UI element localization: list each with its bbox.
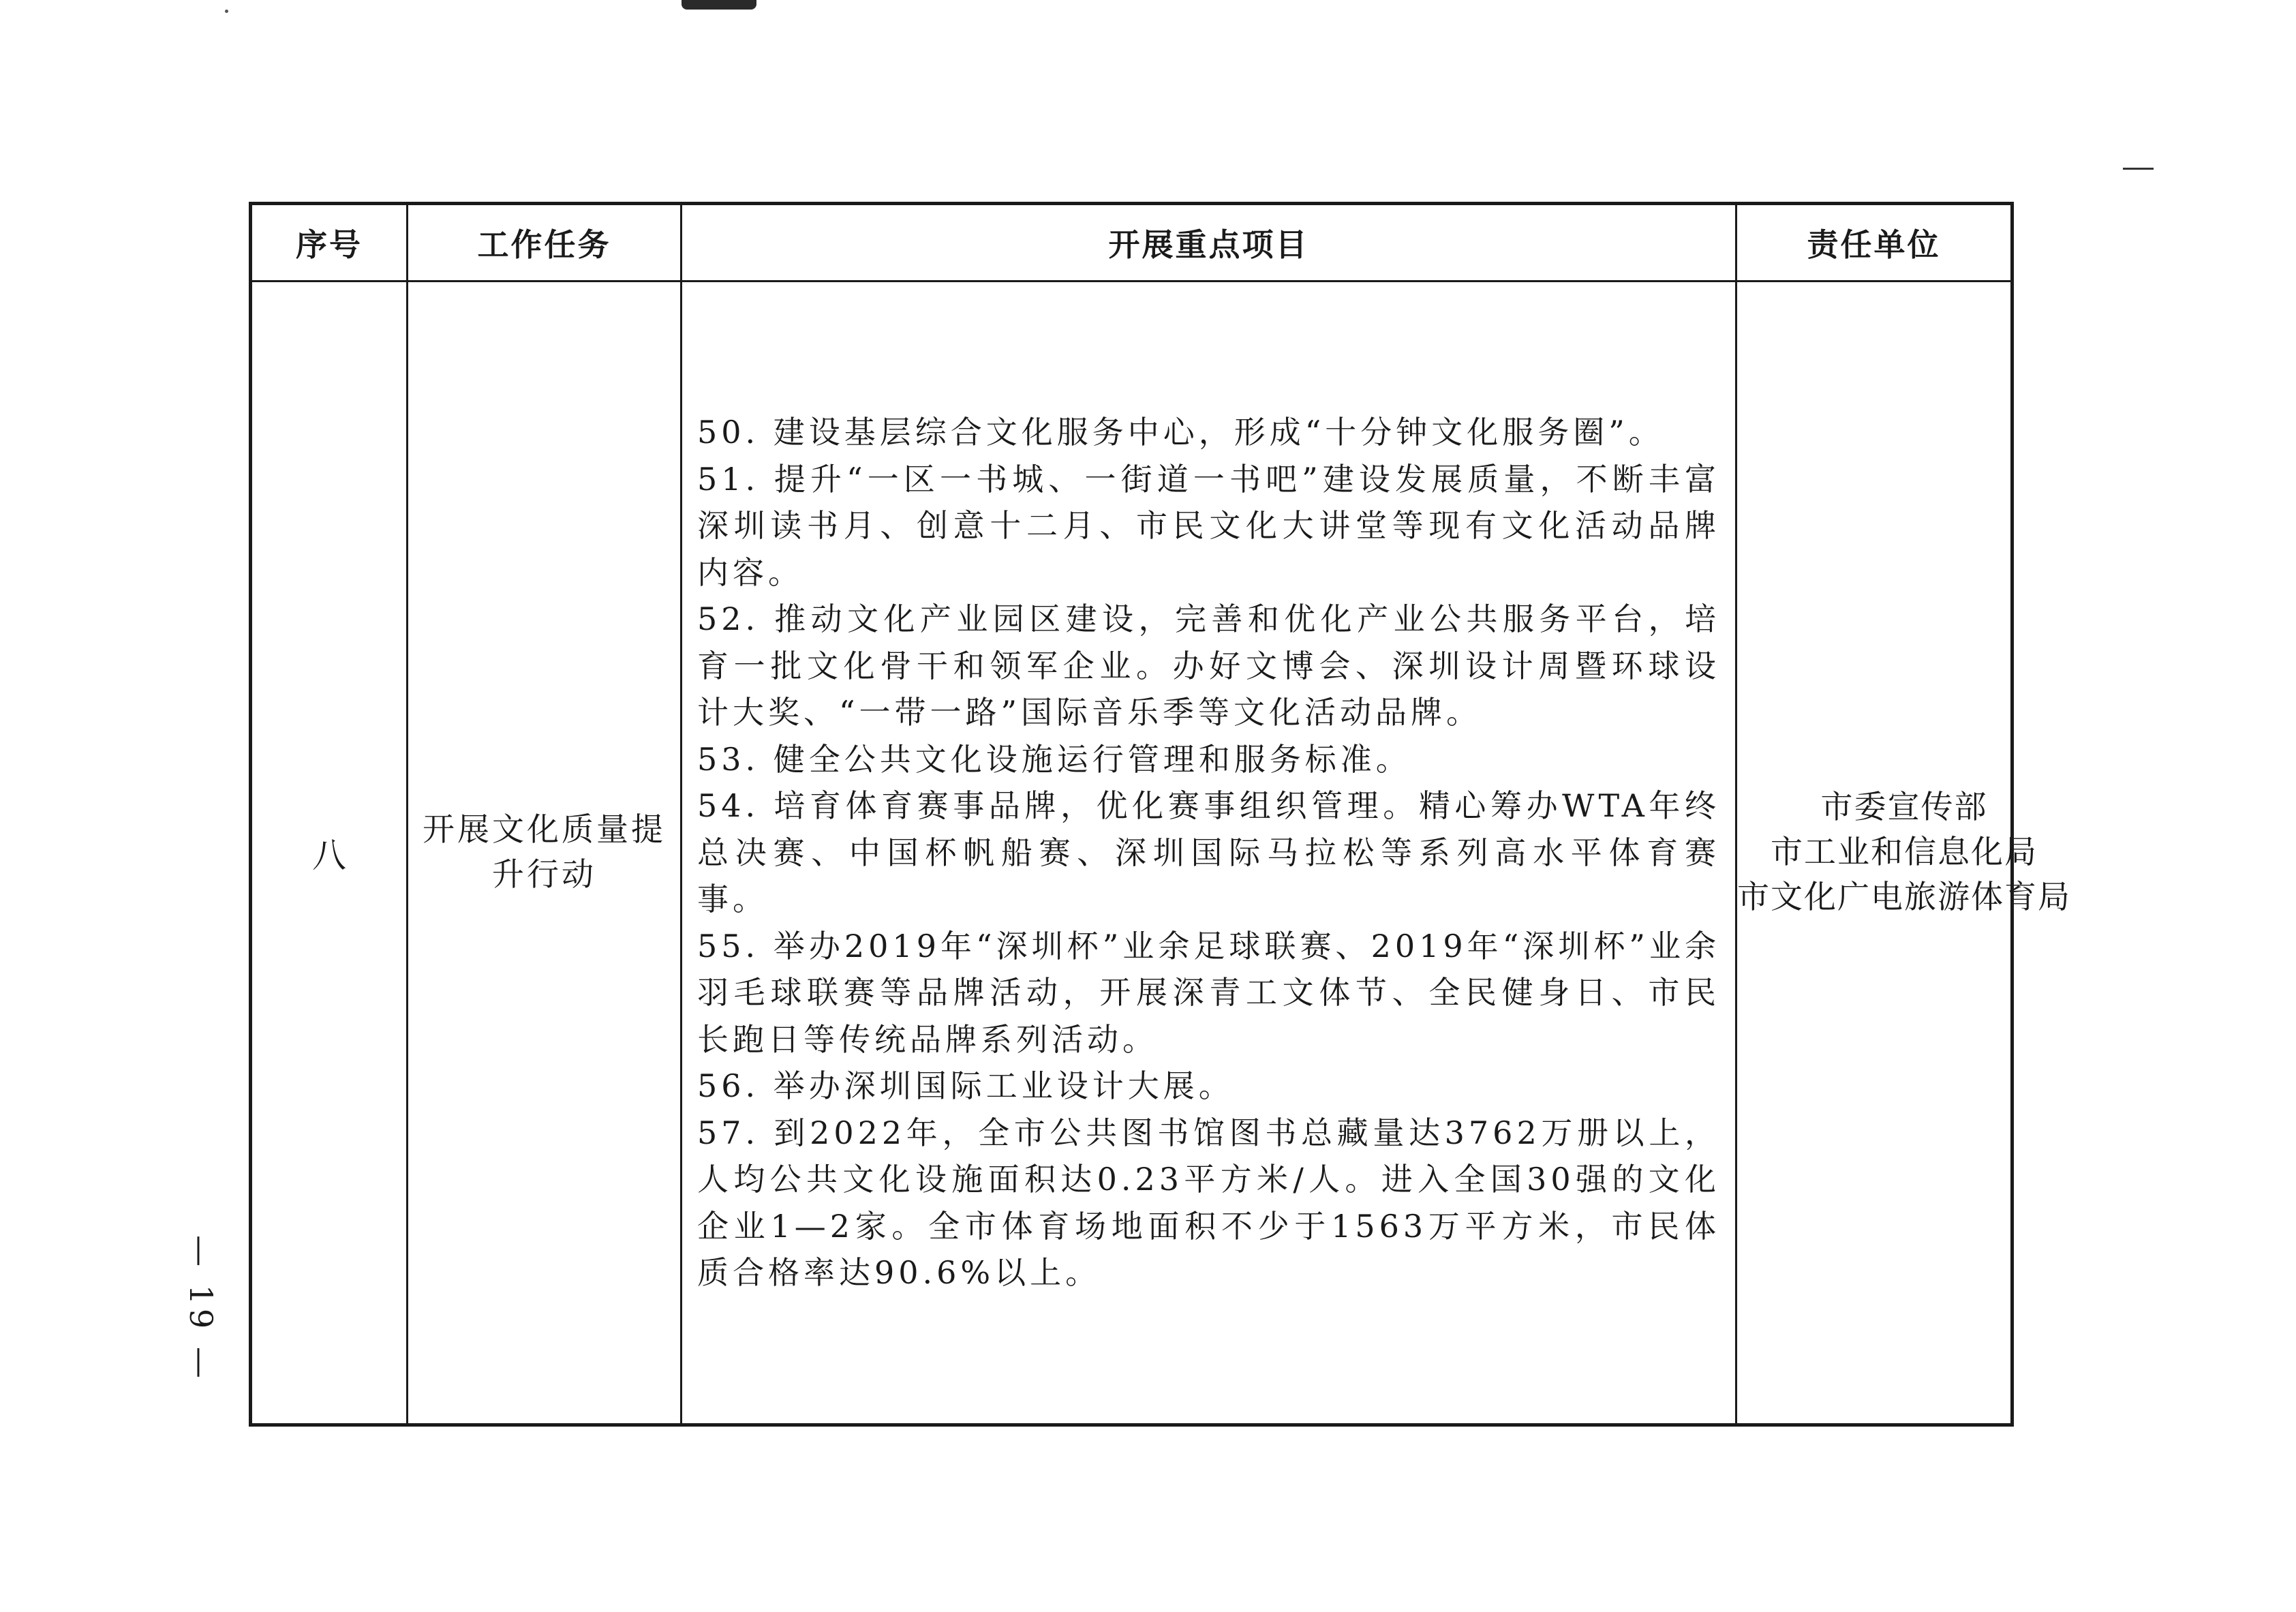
header-seq: 序号: [251, 204, 408, 282]
seq-cell: [251, 282, 408, 1425]
project-item-54: 54. 培育体育赛事品牌，优化赛事组织管理。精心筹办WTA年终总决赛、中国杯帆船赛、深圳国际马拉松等系列高水平体育赛事。: [697, 787, 1720, 918]
project-item-55: 55. 举办2019年“深圳杯”业余足球联赛、2019年“深圳杯”业余羽毛球联赛等品牌活动，开展深青工文体节、全民健身日、市民长跑日等传统品牌系列活动。: [697, 927, 1720, 1058]
scan-artifact-dash: [2123, 168, 2154, 170]
projects-cell: [682, 282, 1736, 1425]
project-item-50: 50. 建设基层综合文化服务中心，形成“十分钟文化服务圈”。: [697, 414, 1664, 451]
header-task: 工作任务: [408, 204, 682, 282]
header-projects: 开展重点项目: [682, 204, 1736, 282]
unit-culture-tourism-bureau: 市文化广电旅游体育局: [1737, 879, 2071, 916]
table-header-row: [251, 204, 2012, 282]
scan-artifact-top: [682, 0, 756, 10]
project-item-57: 57. 到2022年，全市公共图书馆图书总藏量达3762万册以上，人均公共文化设施面积达0.23平方米/人。进入全国30强的文化企业1—2家。全市体育场地面积不少于1563万平方米，市民体质合格率达90.6%以上。: [697, 1114, 1720, 1292]
scan-artifact-dot: [225, 10, 228, 13]
task-cell: [408, 282, 682, 1425]
table-row: [251, 282, 2012, 1425]
project-item-53: 53. 健全公共文化设施运行管理和服务标准。: [697, 740, 1411, 778]
project-item-51: 51. 提升“一区一书城、一街道一书吧”建设发展质量，不断丰富深圳读书月、创意十二月、市民文化大讲堂等现有文化活动品牌内容。: [697, 460, 1720, 591]
project-item-52: 52. 推动文化产业园区建设，完善和优化产业公共服务平台，培育一批文化骨干和领军企业。办好文博会、深圳设计周暨环球设计大奖、“一带一路”国际音乐季等文化活动品牌。: [697, 600, 1720, 731]
task-value: 开展文化质量提升行动: [423, 811, 666, 894]
unit-publicity-dept: 市委宣传部: [1820, 789, 1988, 826]
seq-value: 八: [312, 836, 346, 875]
units-cell: [1736, 282, 2071, 1425]
project-list: [697, 409, 1720, 1296]
project-item-56: 56. 举办深圳国际工业设计大展。: [697, 1067, 1234, 1105]
header-units: 责任单位: [1736, 204, 2012, 282]
units-list: [1737, 785, 2071, 920]
work-task-table: [249, 202, 2071, 1427]
unit-industry-it-bureau: 市工业和信息化局: [1771, 834, 2038, 871]
page-number: — 19 —: [183, 1235, 219, 1382]
